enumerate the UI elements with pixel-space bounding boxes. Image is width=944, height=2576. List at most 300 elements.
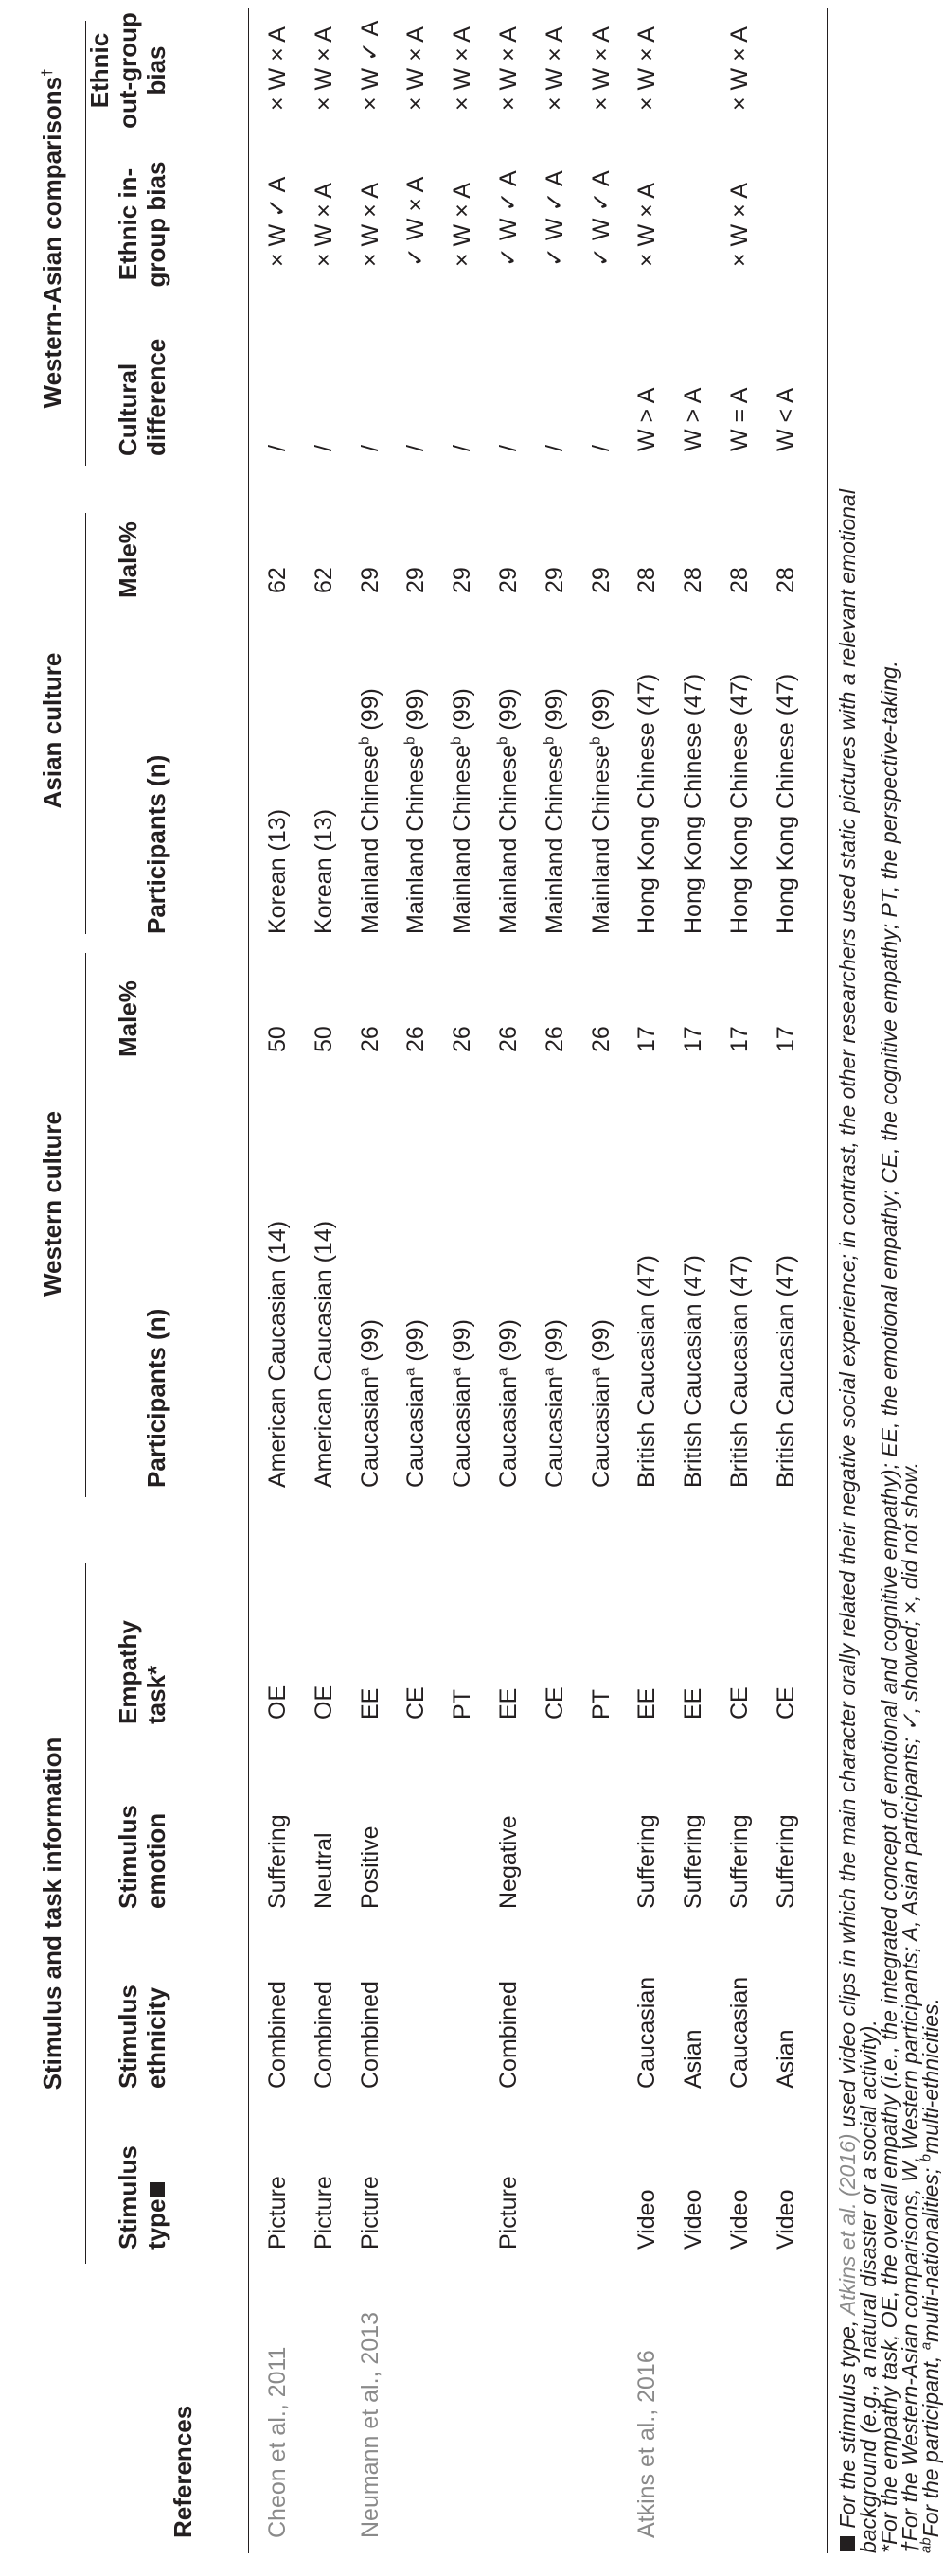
cell-asian-participants-text: Mainland Chinese — [356, 744, 383, 934]
cell-out-group-bias-text: × W × A — [310, 26, 337, 111]
cell-cultural-difference-text: / — [310, 445, 337, 451]
cell-stimulus-ethnicity — [494, 1981, 523, 2089]
cell-western-participants — [401, 1319, 430, 1488]
cell-out-group-bias — [448, 26, 476, 111]
column-header-stimulus-emotion: Stimulus emotion — [114, 1805, 170, 1909]
cell-western-male — [679, 1026, 707, 1052]
cell-western-participants — [772, 1255, 800, 1488]
cell-stimulus-emotion-text: Suffering — [772, 1814, 799, 1909]
cell-out-group-bias — [263, 26, 292, 111]
cell-stimulus-ethnicity-text: Combined — [310, 1981, 337, 2089]
cell-in-group-bias-text: × W × A — [356, 183, 383, 267]
cell-western-male-text: 26 — [541, 1026, 568, 1052]
cell-western-participants-superscript: a — [541, 1367, 558, 1376]
cell-cultural-difference-text: / — [264, 445, 291, 451]
cell-stimulus-emotion-text: Suffering — [633, 1814, 661, 1909]
cell-empathy-task-text: CE — [772, 1686, 799, 1720]
cell-empathy-task — [401, 1686, 430, 1720]
cell-stimulus-emotion-text: Suffering — [726, 1814, 753, 1909]
rule-under-headers — [248, 8, 249, 2553]
cell-western-male-text: 26 — [356, 1026, 383, 1052]
cell-stimulus-type — [679, 2190, 707, 2250]
cell-asian-participants-superscript: b — [448, 736, 465, 745]
cell-cultural-difference-text: / — [495, 445, 522, 451]
cell-out-group-bias — [494, 26, 523, 111]
cell-western-participants-count: (99) — [495, 1319, 522, 1362]
cell-asian-male-text: 62 — [264, 567, 291, 593]
cell-in-group-bias — [356, 183, 384, 267]
cell-western-male-text: 17 — [633, 1026, 661, 1052]
cell-western-participants-count: (99) — [587, 1319, 614, 1362]
cell-in-group-bias-text: × W ✓ A — [264, 176, 291, 267]
cell-stimulus-emotion — [679, 1814, 707, 1909]
cell-western-participants-text: Caucasian — [541, 1375, 568, 1488]
cell-cultural-difference-text: / — [449, 445, 476, 451]
cell-empathy-task-text: EE — [356, 1687, 383, 1720]
cell-asian-participants — [263, 809, 292, 934]
cell-out-group-bias — [310, 26, 338, 111]
cell-asian-participants-superscript: b — [541, 736, 558, 745]
footnote-1-reference-link[interactable]: Atkins et al. (2016) — [835, 2133, 860, 2316]
cell-western-participants-text: Caucasian — [587, 1375, 614, 1488]
cell-western-male — [632, 1026, 661, 1052]
cell-stimulus-emotion — [356, 1826, 384, 1909]
cell-cultural-difference — [632, 388, 661, 451]
cell-in-group-bias — [587, 170, 615, 267]
cell-western-participants-count: (99) — [402, 1319, 430, 1362]
cell-stimulus-emotion — [494, 1815, 523, 1909]
square-marker-icon — [840, 2536, 855, 2551]
cell-asian-male — [725, 567, 754, 593]
cell-asian-male — [632, 567, 661, 593]
cell-western-participants-text: British Caucasian (47) — [680, 1255, 707, 1488]
cell-asian-participants — [772, 674, 800, 934]
cell-cultural-difference — [356, 445, 384, 451]
cell-asian-male-text: 29 — [495, 567, 522, 593]
cell-western-participants — [587, 1319, 615, 1488]
cell-western-male — [541, 1026, 569, 1052]
cell-western-male — [356, 1026, 384, 1052]
cell-cultural-difference — [541, 445, 569, 451]
column-header-asian-participants: Participants (n) — [142, 754, 170, 934]
cell-empathy-task-text: PT — [449, 1689, 476, 1720]
group-header-comparison-label: Western-Asian comparisons — [38, 76, 66, 409]
cell-stimulus-type — [494, 2176, 523, 2250]
cell-in-group-bias — [632, 183, 661, 267]
cell-asian-participants-text: Mainland Chinese — [402, 744, 430, 934]
cell-western-participants-superscript: a — [587, 1367, 604, 1376]
cell-cultural-difference-text: / — [356, 445, 383, 451]
cell-stimulus-type-text: Video — [772, 2189, 799, 2250]
cell-asian-male — [263, 567, 292, 593]
cell-cultural-difference-text: W > A — [633, 387, 661, 451]
cell-in-group-bias — [263, 177, 292, 267]
cell-western-male — [725, 1026, 754, 1052]
column-header-asian-male: Male% — [114, 521, 142, 598]
cell-reference[interactable] — [632, 2350, 661, 2538]
cell-out-group-bias-text: × W × A — [587, 26, 614, 111]
cell-asian-participants — [541, 688, 569, 934]
cell-western-participants-superscript: a — [448, 1367, 465, 1376]
cell-stimulus-type-text: Picture — [495, 2176, 522, 2250]
cell-asian-participants-superscript: b — [494, 736, 511, 745]
dagger-mark: † — [39, 68, 56, 77]
cell-reference[interactable] — [263, 2347, 292, 2538]
cell-western-participants-text: British Caucasian (47) — [772, 1255, 799, 1488]
footnote-4-sup-a: a — [917, 2341, 935, 2351]
footnote-1-a: For the stimulus type, — [835, 2320, 860, 2529]
cell-empathy-task-text: PT — [587, 1689, 614, 1720]
cell-stimulus-emotion-text: Suffering — [680, 1814, 707, 1909]
cell-stimulus-emotion-text: Suffering — [264, 1814, 291, 1909]
cell-asian-male — [541, 567, 569, 593]
cell-western-male — [494, 1026, 523, 1052]
cell-in-group-bias-text: × W × A — [310, 183, 337, 267]
cell-western-male-text: 26 — [587, 1026, 614, 1052]
cell-stimulus-ethnicity — [263, 1981, 292, 2089]
cell-asian-participants-superscript: b — [587, 736, 604, 745]
cell-in-group-bias-text: × W × A — [726, 183, 753, 267]
column-header-references: References — [169, 2405, 197, 2538]
cell-asian-participants-superscript: b — [356, 736, 373, 745]
cell-western-participants — [448, 1319, 476, 1488]
cell-cultural-difference-text: / — [541, 445, 568, 451]
cell-cultural-difference-text: / — [587, 445, 614, 451]
cell-asian-participants-text: Korean (13) — [310, 808, 337, 934]
cell-asian-participants-count: (99) — [402, 688, 430, 731]
column-header-stimulus-ethnicity: Stimulus ethnicity — [114, 1985, 170, 2089]
cell-western-male — [772, 1026, 800, 1052]
cell-in-group-bias — [725, 183, 754, 267]
cell-empathy-task — [448, 1689, 476, 1720]
cell-out-group-bias-text: × W × A — [541, 26, 568, 111]
cell-stimulus-ethnicity-text: Combined — [264, 1981, 291, 2089]
cell-cultural-difference — [263, 445, 292, 451]
cell-empathy-task — [356, 1688, 384, 1720]
cell-out-group-bias — [401, 26, 430, 111]
cell-empathy-task-text: CE — [726, 1686, 753, 1720]
cell-asian-male-text: 28 — [633, 567, 661, 593]
cell-empathy-task-text: OE — [310, 1685, 337, 1720]
cell-out-group-bias — [725, 26, 754, 111]
cell-stimulus-emotion — [725, 1814, 754, 1909]
cell-in-group-bias-text: ✓ W ✓ A — [587, 170, 614, 267]
cell-cultural-difference-text: W > A — [680, 387, 707, 451]
cell-stimulus-type-text: Picture — [356, 2176, 383, 2250]
cell-stimulus-type-text: Video — [633, 2189, 661, 2250]
cell-empathy-task — [587, 1689, 615, 1720]
cell-asian-male-text: 62 — [310, 567, 337, 593]
cell-western-participants-text: American Caucasian (14) — [264, 1220, 291, 1488]
cell-reference-text: Neumann et al., 2013 — [356, 2311, 383, 2538]
cell-western-participants — [725, 1255, 754, 1488]
cell-out-group-bias — [541, 26, 569, 111]
cell-out-group-bias — [587, 26, 615, 111]
cell-cultural-difference — [772, 388, 800, 451]
cell-stimulus-ethnicity-text: Asian — [772, 2029, 799, 2089]
cell-asian-participants-text: Korean (13) — [264, 808, 291, 934]
cell-asian-participants — [679, 674, 707, 934]
cell-stimulus-ethnicity-text: Combined — [495, 1981, 522, 2089]
cell-asian-male — [587, 567, 615, 593]
square-marker-icon — [150, 2182, 165, 2197]
cell-in-group-bias-text: ✓ W ✓ A — [495, 170, 522, 267]
cell-western-participants — [356, 1319, 384, 1488]
cell-asian-participants — [448, 688, 476, 934]
cell-cultural-difference — [401, 445, 430, 451]
rule-under-asian — [85, 513, 86, 934]
footnote-4-a: For the participant, — [918, 2355, 943, 2538]
cell-asian-male — [401, 567, 430, 593]
stimulus-type-label: Stimulus type — [114, 2145, 170, 2250]
cell-western-participants — [632, 1255, 661, 1488]
cell-stimulus-type — [632, 2190, 661, 2250]
cell-asian-participants-superscript: b — [402, 736, 419, 745]
cell-stimulus-ethnicity — [632, 1977, 661, 2089]
cell-stimulus-ethnicity — [310, 1981, 338, 2089]
cell-asian-male — [772, 567, 800, 593]
cell-western-male — [587, 1026, 615, 1052]
column-header-western-male: Male% — [114, 980, 142, 1057]
cell-asian-participants-text: Mainland Chinese — [587, 744, 614, 934]
cell-stimulus-ethnicity — [725, 1977, 754, 2089]
cell-out-group-bias-text: × W × A — [495, 26, 522, 111]
cell-asian-male-text: 29 — [402, 567, 430, 593]
cell-asian-participants-text: Mainland Chinese — [495, 744, 522, 934]
cell-western-male-text: 17 — [726, 1026, 753, 1052]
cell-in-group-bias-text: ✓ W ✓ A — [541, 170, 568, 267]
cell-western-male — [310, 1026, 338, 1052]
cell-western-participants-superscript: a — [494, 1367, 511, 1376]
cell-asian-participants — [310, 809, 338, 934]
cell-stimulus-emotion — [772, 1814, 800, 1909]
column-header-in-group-bias: Ethnic in-group bias — [114, 161, 170, 288]
cell-empathy-task — [310, 1685, 338, 1720]
cell-out-group-bias-text: × W × A — [264, 26, 291, 111]
cell-western-participants — [679, 1255, 707, 1488]
cell-asian-male — [494, 567, 523, 593]
footnote-1-b: used video clips in which the main character orally related their negative social experience; in contrast, the other researchers used static pictures with a relevant emotional — [835, 489, 860, 2128]
cell-western-male-text: 50 — [310, 1026, 337, 1052]
footnote-2: *For the empathy task, OE, the overall empathy (i.e., the integrated concept of emotional and cognitive empathy); EE, the emotional empathy; CE, the cognitive empathy; PT, the perspective-taking. — [877, 661, 901, 2553]
cell-stimulus-emotion-text: Positive — [356, 1826, 383, 1909]
cell-out-group-bias-text: × W × A — [726, 26, 753, 111]
column-header-empathy-task: Empathy task* — [114, 1620, 170, 1724]
cell-asian-male-text: 28 — [772, 567, 799, 593]
cell-empathy-task — [632, 1688, 661, 1720]
rule-table-bottom — [827, 8, 828, 2553]
cell-western-participants — [494, 1319, 523, 1488]
cell-stimulus-type — [725, 2190, 754, 2250]
cell-stimulus-ethnicity — [679, 2029, 707, 2089]
cell-in-group-bias — [310, 183, 338, 267]
cell-western-male — [401, 1026, 430, 1052]
cell-western-male-text: 26 — [495, 1026, 522, 1052]
cell-asian-male-text: 28 — [680, 567, 707, 593]
cell-cultural-difference-text: W < A — [772, 387, 799, 451]
footnote-3: †For the Western-Asian comparisons, W, Western participants; A, Asian participants; ✓, showed; ×, did not show. — [898, 1462, 922, 2553]
cell-stimulus-emotion-text: Negative — [495, 1815, 522, 1909]
cell-asian-participants — [587, 688, 615, 934]
cell-empathy-task-text: EE — [633, 1687, 661, 1720]
cell-empathy-task — [263, 1685, 292, 1720]
cell-stimulus-ethnicity — [356, 1981, 384, 2089]
rule-under-western — [85, 953, 86, 1497]
cell-empathy-task — [541, 1686, 569, 1720]
cell-western-male-text: 17 — [772, 1026, 799, 1052]
cell-asian-participants-count: (99) — [356, 688, 383, 731]
cell-western-participants-text: Caucasian — [449, 1375, 476, 1488]
cell-western-male-text: 26 — [449, 1026, 476, 1052]
cell-stimulus-type — [356, 2176, 384, 2250]
cell-cultural-difference — [725, 388, 754, 451]
cell-cultural-difference-text: W = A — [726, 387, 753, 451]
cell-empathy-task — [725, 1686, 754, 1720]
footnote-4-b: multi-nationalities; — [918, 2167, 943, 2342]
column-header-cultural-difference: Cultural difference — [114, 338, 170, 456]
cell-asian-male-text: 29 — [587, 567, 614, 593]
cell-stimulus-ethnicity-text: Caucasian — [726, 1976, 753, 2089]
cell-in-group-bias — [401, 177, 430, 267]
cell-in-group-bias-text: × W × A — [633, 183, 661, 267]
cell-asian-participants-count: (99) — [449, 688, 476, 731]
cell-stimulus-emotion — [310, 1832, 338, 1909]
cell-stimulus-ethnicity — [772, 2029, 800, 2089]
cell-asian-participants-count: (99) — [541, 688, 568, 731]
cell-empathy-task-text: OE — [264, 1685, 291, 1720]
cell-asian-male-text: 29 — [356, 567, 383, 593]
cell-in-group-bias-text: ✓ W × A — [402, 176, 430, 267]
cell-empathy-task — [494, 1688, 523, 1720]
footnote-participants — [917, 1998, 944, 2553]
cell-cultural-difference — [587, 445, 615, 451]
cell-in-group-bias — [448, 183, 476, 267]
rule-under-stimulus — [85, 1563, 86, 2264]
cell-empathy-task-text: EE — [680, 1687, 707, 1720]
cell-cultural-difference-text: / — [402, 445, 430, 451]
cell-asian-participants-text: Hong Kong Chinese (47) — [726, 673, 753, 934]
cell-asian-male-text: 28 — [726, 567, 753, 593]
footnote-4-ab: ab — [917, 2537, 935, 2553]
cell-out-group-bias-text: × W × A — [449, 26, 476, 111]
cell-cultural-difference — [494, 445, 523, 451]
cell-asian-participants — [401, 688, 430, 934]
cell-stimulus-type-text: Video — [680, 2189, 707, 2250]
cell-western-participants-count: (99) — [541, 1319, 568, 1362]
cell-out-group-bias — [632, 26, 661, 111]
cell-stimulus-ethnicity-text: Caucasian — [633, 1976, 661, 2089]
group-header-stimulus: Stimulus and task information — [38, 1737, 66, 2091]
cell-stimulus-emotion — [263, 1814, 292, 1909]
cell-western-male-text: 50 — [264, 1026, 291, 1052]
cell-asian-participants-text: Mainland Chinese — [449, 744, 476, 934]
cell-in-group-bias — [494, 170, 523, 267]
cell-asian-participants-text: Hong Kong Chinese (47) — [680, 673, 707, 934]
cell-asian-participants — [725, 674, 754, 934]
cell-in-group-bias — [541, 170, 569, 267]
cell-asian-participants-text: Hong Kong Chinese (47) — [772, 673, 799, 934]
cell-cultural-difference — [448, 445, 476, 451]
cell-stimulus-type — [310, 2176, 338, 2250]
cell-western-participants-text: Caucasian — [356, 1375, 383, 1488]
group-header-comparison — [38, 30, 67, 447]
cell-empathy-task-text: EE — [495, 1687, 522, 1720]
cell-western-participants-count: (99) — [449, 1319, 476, 1362]
footnote-4-c: multi-ethnicities. — [918, 1998, 943, 2154]
cell-in-group-bias-text: × W × A — [449, 183, 476, 267]
cell-stimulus-emotion-text: Neutral — [310, 1832, 337, 1909]
cell-western-participants-text: Caucasian — [495, 1375, 522, 1488]
cell-out-group-bias-text: × W ✓ A — [356, 20, 383, 111]
group-header-asian: Asian culture — [38, 652, 66, 809]
cell-stimulus-type-text: Picture — [264, 2176, 291, 2250]
cell-asian-participants — [494, 688, 523, 934]
cell-out-group-bias — [356, 21, 384, 111]
cell-stimulus-type-text: Picture — [310, 2176, 337, 2250]
cell-asian-male-text: 29 — [541, 567, 568, 593]
cell-asian-male — [356, 567, 384, 593]
cell-western-participants — [541, 1319, 569, 1488]
cell-western-participants-count: (99) — [356, 1319, 383, 1362]
cell-western-male — [263, 1026, 292, 1052]
cell-empathy-task — [772, 1686, 800, 1720]
cell-cultural-difference — [310, 445, 338, 451]
cell-reference-text: Atkins et al., 2016 — [633, 2350, 661, 2538]
cell-western-participants-text: Caucasian — [402, 1375, 430, 1488]
cell-asian-participants — [632, 674, 661, 934]
cell-western-participants-superscript: a — [402, 1367, 419, 1376]
cell-out-group-bias-text: × W × A — [402, 26, 430, 111]
cell-stimulus-ethnicity-text: Combined — [356, 1981, 383, 2089]
cell-asian-participants-text: Mainland Chinese — [541, 744, 568, 934]
cell-stimulus-ethnicity-text: Asian — [680, 2029, 707, 2089]
cell-cultural-difference — [679, 388, 707, 451]
cell-stimulus-emotion — [632, 1814, 661, 1909]
group-header-western: Western culture — [38, 1111, 66, 1297]
cell-stimulus-type — [772, 2190, 800, 2250]
cell-reference-text: Cheon et al., 2011 — [264, 2346, 291, 2538]
cell-asian-participants-count: (99) — [495, 688, 522, 731]
cell-stimulus-type-text: Video — [726, 2189, 753, 2250]
cell-asian-participants-text: Hong Kong Chinese (47) — [633, 673, 661, 934]
footnote-4-sup-b: b — [917, 2153, 935, 2162]
footnote-1-c: background (e.g., a natural disaster or a social activity). — [856, 2020, 881, 2553]
cell-asian-male — [679, 567, 707, 593]
cell-western-participants-text: American Caucasian (14) — [310, 1220, 337, 1488]
cell-western-participants — [263, 1221, 292, 1488]
cell-western-participants — [310, 1221, 338, 1488]
cell-western-male — [448, 1026, 476, 1052]
cell-asian-male — [310, 567, 338, 593]
column-header-out-group-bias: Ethnic out-group bias — [85, 12, 170, 129]
cell-empathy-task-text: CE — [402, 1686, 430, 1720]
cell-western-male-text: 26 — [402, 1026, 430, 1052]
column-header-western-participants: Participants (n) — [142, 1308, 170, 1488]
cell-empathy-task-text: CE — [541, 1686, 568, 1720]
cell-empathy-task — [679, 1688, 707, 1720]
cell-asian-male-text: 29 — [449, 567, 476, 593]
cell-western-participants-text: British Caucasian (47) — [726, 1255, 753, 1488]
cell-asian-male — [448, 567, 476, 593]
cell-out-group-bias-text: × W × A — [633, 26, 661, 111]
cell-western-male-text: 17 — [680, 1026, 707, 1052]
cell-western-participants-superscript: a — [356, 1367, 373, 1376]
column-header-stimulus-type — [114, 2126, 170, 2250]
cell-stimulus-type — [263, 2176, 292, 2250]
cell-asian-participants-count: (99) — [587, 688, 614, 731]
cell-western-participants-text: British Caucasian (47) — [633, 1255, 661, 1488]
cell-reference[interactable] — [356, 2312, 384, 2538]
